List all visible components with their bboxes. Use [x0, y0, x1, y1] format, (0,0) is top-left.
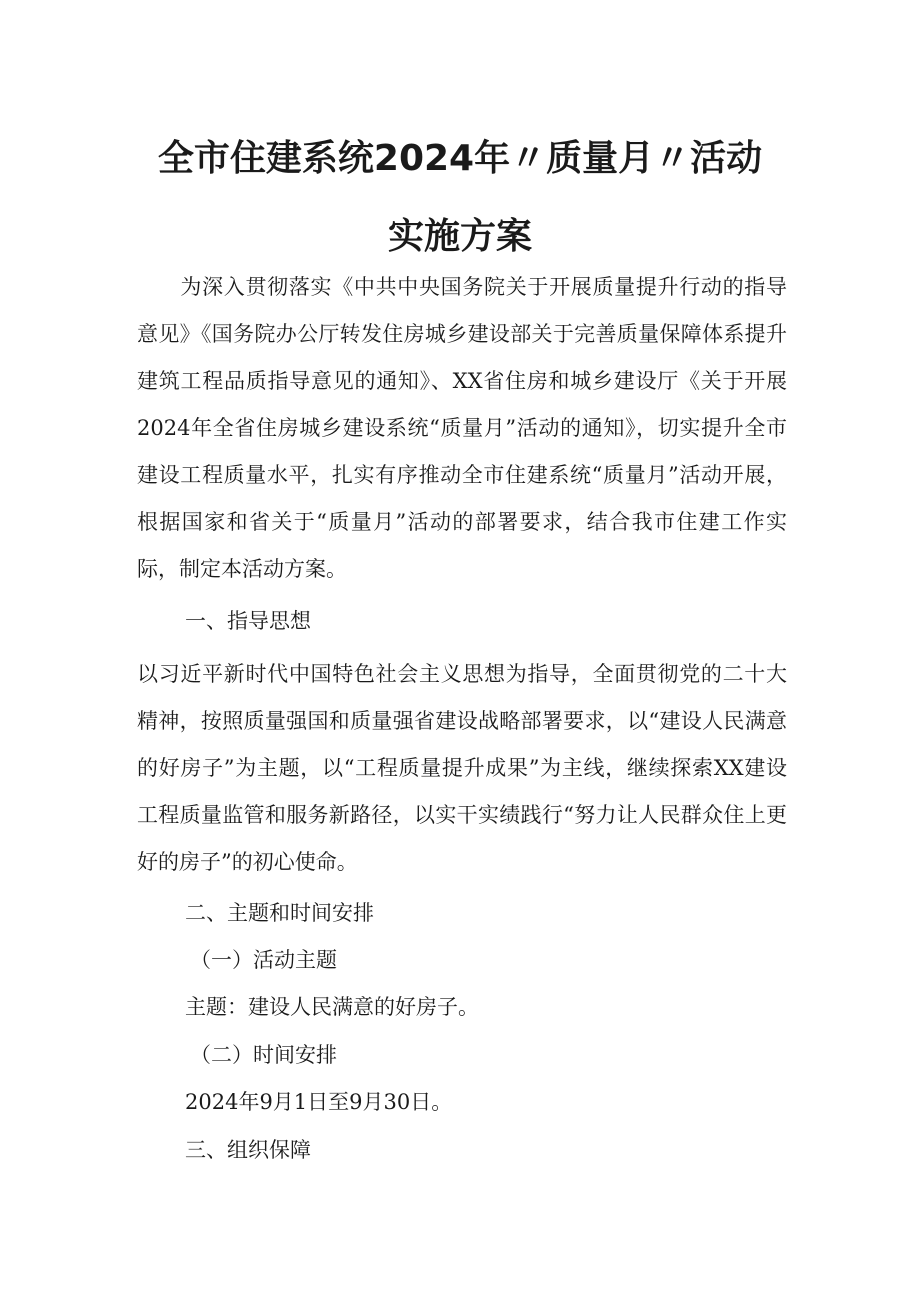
- schedule-text: 2024年9月1日至9月30日。: [185, 1090, 453, 1114]
- section-2-heading: 二、主题和时间安排: [185, 901, 374, 925]
- document-title-line-2: 实施方案: [387, 216, 532, 257]
- section-1-heading: 一、指导思想: [185, 609, 311, 633]
- activity-theme-text: 主题：建设人民满意的好房子。: [185, 995, 479, 1019]
- section-2-sub-1-heading: （一）活动主题: [190, 948, 337, 972]
- intro-paragraph: 为深入贯彻落实《中共中央国务院关于开展质量提升行动的指导意见》《国务院办公厅转发住房城乡建设部关于完善质量保障体系提升建筑工程品质指导意见的通知》、XX省住房和城乡建设厅《关于开展2024年全省住房城乡建设系统“质量月”活动的通知》，切实提升全市建设工程质量水平，扎实有序推动全市住建系统“质量月”活动开展，根据国家和省关于“质量月”活动的部署要求，结合我市住建工作实际，制定本活动方案。: [137, 275, 787, 581]
- section-3-heading: 三、组织保障: [185, 1138, 311, 1162]
- section-2-sub-2-heading: （二）时间安排: [190, 1043, 337, 1067]
- section-1-paragraph: 以习近平新时代中国特色社会主义思想为指导，全面贯彻党的二十大精神，按照质量强国和质量强省建设战略部署要求，以“建设人民满意的好房子”为主题，以“工程质量提升成果”为主线，继续探索XX建设工程质量监管和服务新路径，以实干实绩践行“努力让人民群众住上更好的房子”的初心使命。: [137, 662, 787, 874]
- document-title-line-1: 全市住建系统2024年〃质量月〃活动: [157, 138, 763, 179]
